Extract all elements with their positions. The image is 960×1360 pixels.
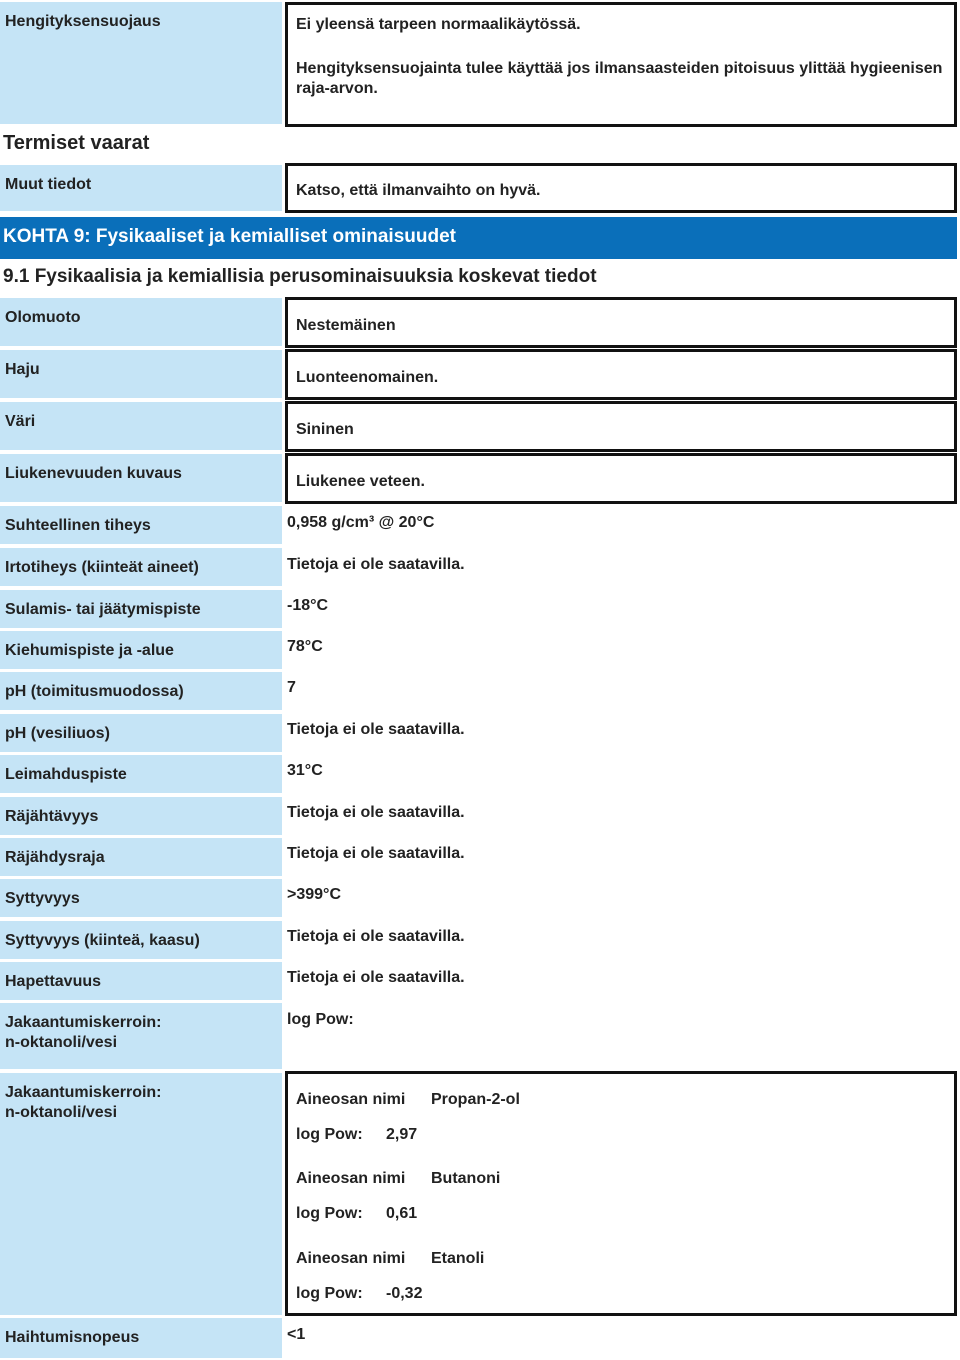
component-name-key: Aineosan nimi — [296, 1091, 406, 1108]
component-name-key: Aineosan nimi — [296, 1170, 406, 1187]
component-name-key: Aineosan nimi — [296, 1250, 406, 1267]
other-info-label — [0, 165, 282, 211]
prop-label-relative-density — [0, 506, 282, 544]
prop-label-text: Kiehumispiste ja -alue — [5, 642, 174, 659]
component-pow-row — [296, 1125, 946, 1145]
prop-label-ph — [0, 672, 282, 710]
partition-label-2 — [0, 1073, 282, 1315]
component-pow-key: log Pow: — [296, 1126, 363, 1143]
prop-value-box-appearance — [285, 297, 957, 348]
prop-value-evaporation: <1 — [287, 1326, 306, 1343]
prop-value-explosion-limit: Tietoja ei ole saatavilla. — [287, 845, 465, 862]
prop-label-explosive — [0, 797, 282, 835]
prop-label-oxidizing — [0, 962, 282, 1000]
prop-value-flash-point: 31°C — [287, 762, 323, 779]
partition-label-line2: n-oktanoli/vesi — [5, 1104, 118, 1121]
component-name-row — [296, 1169, 946, 1189]
prop-label-odour — [0, 350, 282, 398]
prop-label-explosion-limit — [0, 838, 282, 876]
component-pow: -0,32 — [386, 1285, 423, 1302]
partition-label-line1: Jakaantumiskerroin: — [5, 1084, 162, 1101]
prop-value-ph: 7 — [287, 679, 296, 696]
partition-components-box — [285, 1071, 957, 1316]
prop-value-box-solubility — [285, 453, 957, 504]
other-info-label-text: Muut tiedot — [5, 176, 92, 193]
prop-label-ph-aqueous — [0, 714, 282, 752]
prop-value-text: Luonteenomainen. — [296, 369, 439, 386]
prop-label-appearance — [0, 298, 282, 346]
component-name-row — [296, 1249, 946, 1269]
prop-label-flash-point — [0, 755, 282, 793]
section9-banner — [0, 217, 957, 259]
component-pow-key: log Pow: — [296, 1205, 363, 1222]
prop-label-evaporation — [0, 1318, 282, 1358]
thermal-hazards-heading: Termiset vaarat — [3, 132, 150, 154]
respiratory-label-text: Hengityksensuojaus — [5, 13, 161, 30]
section9-banner-text: KOHTA 9: Fysikaaliset ja kemialliset ominaisuudet — [3, 226, 456, 247]
prop-label-text: Sulamis- tai jäätymispiste — [5, 601, 201, 618]
prop-label-flammability-solid-gas — [0, 921, 282, 959]
prop-label-flammability — [0, 879, 282, 917]
prop-label-melting-point — [0, 590, 282, 628]
component-pow-key: log Pow: — [296, 1285, 363, 1302]
respiratory-label — [0, 2, 282, 124]
prop-value-explosive: Tietoja ei ole saatavilla. — [287, 804, 465, 821]
prop-label-bulk-density — [0, 548, 282, 586]
prop-value-ph-aqueous: Tietoja ei ole saatavilla. — [287, 721, 465, 738]
section9-1-heading: 9.1 Fysikaalisia ja kemiallisia perusominaisuuksia koskevat tiedot — [3, 266, 597, 287]
component-name: Butanoni — [431, 1170, 501, 1187]
component-pow-row — [296, 1284, 946, 1304]
component-name: Etanoli — [431, 1250, 485, 1267]
prop-label-text: Syttyvyys (kiinteä, kaasu) — [5, 932, 200, 949]
prop-label-boiling-point — [0, 631, 282, 669]
prop-label-colour — [0, 402, 282, 450]
prop-value-boiling-point: 78°C — [287, 638, 323, 655]
prop-value-text: Nestemäinen — [296, 317, 396, 334]
prop-value-oxidizing: Tietoja ei ole saatavilla. — [287, 969, 465, 986]
prop-label-text: Räjähtävyys — [5, 808, 99, 825]
prop-label-solubility — [0, 454, 282, 502]
component-pow-row — [296, 1204, 946, 1224]
partition-label-1 — [0, 1003, 282, 1069]
prop-value-melting-point: -18°C — [287, 597, 329, 614]
prop-label-text: Haju — [5, 361, 40, 378]
partition-label-line2: n-oktanoli/vesi — [5, 1034, 118, 1051]
component-name: Propan-2-ol — [431, 1091, 520, 1108]
respiratory-line2: Hengityksensuojainta tulee käyttää jos ilmansaasteiden pitoisuus ylittää hygieenisen raja-arvon. — [296, 60, 943, 97]
prop-label-text: Olomuoto — [5, 309, 81, 326]
component-pow: 2,97 — [386, 1126, 418, 1143]
other-info-value: Katso, että ilmanvaihto on hyvä. — [296, 182, 541, 199]
prop-value-text: Liukenee veteen. — [296, 473, 425, 490]
prop-label-text: pH (toimitusmuodossa) — [5, 683, 184, 700]
other-info-value-box — [285, 163, 957, 213]
component-name-row — [296, 1090, 946, 1110]
partition-label-line1: Jakaantumiskerroin: — [5, 1014, 162, 1031]
prop-label-text: Räjähdysraja — [5, 849, 105, 866]
prop-label-text: Suhteellinen tiheys — [5, 517, 151, 534]
prop-value-box-colour — [285, 401, 957, 452]
prop-label-text: Haihtumisnopeus — [5, 1329, 140, 1346]
prop-value-flammability-solid-gas: Tietoja ei ole saatavilla. — [287, 928, 465, 945]
prop-value-relative-density: 0,958 g/cm³ @ 20°C — [287, 514, 435, 531]
prop-label-text: Syttyvyys — [5, 890, 80, 907]
prop-label-text: Väri — [5, 413, 36, 430]
prop-value-bulk-density: Tietoja ei ole saatavilla. — [287, 556, 465, 573]
respiratory-line1: Ei yleensä tarpeen normaalikäytössä. — [296, 16, 581, 33]
partition-value-1: log Pow: — [287, 1011, 354, 1028]
prop-label-text: Liukenevuuden kuvaus — [5, 465, 182, 482]
prop-label-text: pH (vesiliuos) — [5, 725, 110, 742]
prop-value-text: Sininen — [296, 421, 354, 438]
respiratory-value-box — [285, 2, 957, 127]
prop-value-box-odour — [285, 349, 957, 400]
prop-value-flammability: >399°C — [287, 886, 341, 903]
component-pow: 0,61 — [386, 1205, 418, 1222]
prop-label-text: Leimahduspiste — [5, 766, 127, 783]
prop-label-text: Irtotiheys (kiinteät aineet) — [5, 559, 199, 576]
prop-label-text: Hapettavuus — [5, 973, 102, 990]
